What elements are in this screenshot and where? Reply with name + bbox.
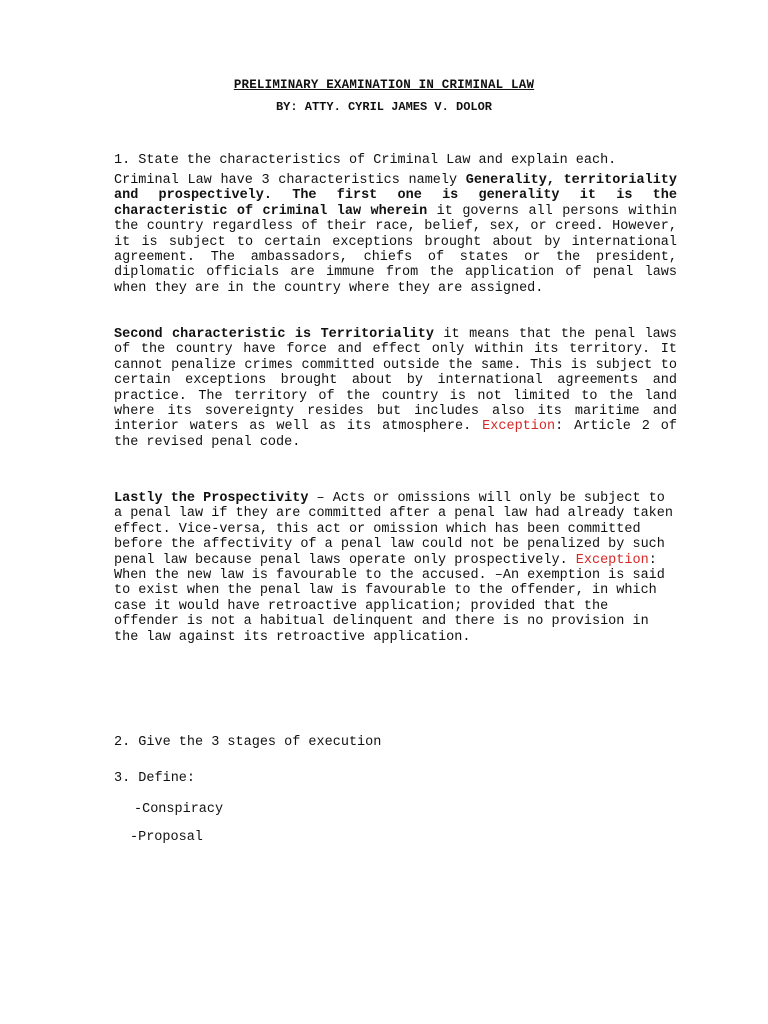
answer-1-paragraph-territoriality xyxy=(114,327,677,450)
question-3: 3. Define: xyxy=(114,771,196,786)
answer-1-p3-bold-1: Lastly the Prospectivity xyxy=(114,491,309,506)
define-item-conspiracy: -Conspiracy xyxy=(134,802,224,817)
answer-1-p3-text-2: : When the new law is favourable to the accused. –An exemption is said to exist when the penal law is favourable to the offender, in which case it would have retroactive application; provided that the offender is not a habitual delinquent and there is no provision in the law against its retroactive application. xyxy=(114,552,665,645)
define-item-proposal: -Proposal xyxy=(130,830,203,845)
answer-1-p2-exception-label: Exception xyxy=(482,419,556,435)
answer-1-p2-bold-1: Second characteristic is Territoriality xyxy=(114,327,434,342)
document-author: BY: ATTY. CYRIL JAMES V. DOLOR xyxy=(275,100,493,114)
answer-1-paragraph-prospectivity xyxy=(114,491,677,645)
answer-1-p3-exception-label: Exception xyxy=(575,552,649,568)
answer-1-p2-text-2: : Article 2 of the revised penal code. xyxy=(114,419,678,450)
document-title: PRELIMINARY EXAMINATION IN CRIMINAL LAW xyxy=(233,78,535,92)
answer-1-p2-text-1: it means that the penal laws of the country have force and effect only within its territory. It cannot penalize crimes committed outside the same. This is subject to certain exceptions brought about by international agreements and practice. The territory of the country is not limited to the land where its sovereignty resides but includes also its maritime and interior waters as well as its atmosphere. xyxy=(114,327,677,435)
question-2: 2. Give the 3 stages of execution xyxy=(114,735,382,750)
question-1: 1. State the characteristics of Criminal Law and explain each. xyxy=(114,153,617,168)
answer-1-p3-text-1: – Acts or omissions will only be subject to a penal law if they are committed after a penal law had already taken effect. Vice-versa, this act or omission which has been committed before the affectivity of a penal law could not be penalized by such penal law because penal laws operate only prospectively. xyxy=(114,491,673,568)
answer-1-paragraph-generality xyxy=(114,173,677,296)
answer-1-p1-text-1: Criminal Law have 3 characteristics namely xyxy=(114,173,466,188)
answer-1-p1-bold-1: Generality, territoriality and prospectively. The first one is generality it is the characteristic of criminal law wherein xyxy=(114,173,678,219)
answer-1-p1-text-2: it governs all persons within the country regardless of their race, belief, sex, or creed. However, it is subject to certain exceptions brought about by international agreement. The ambassadors, chiefs of states or the president, diplomatic officials are immune from the application of penal laws when they are in the country where they are assigned. xyxy=(114,203,677,296)
